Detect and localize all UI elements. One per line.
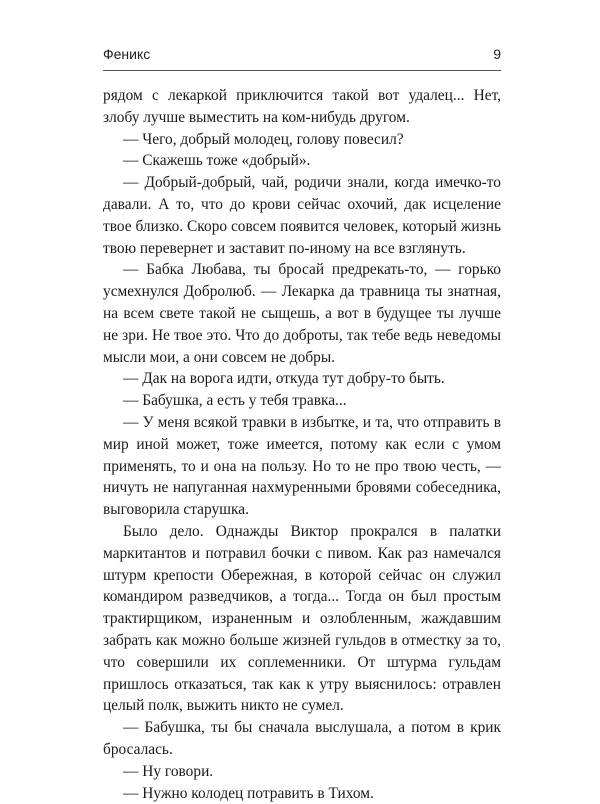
paragraph: — Скажешь тоже «добрый». bbox=[103, 150, 501, 172]
page-body bbox=[103, 85, 501, 804]
paragraph: — Нужно колодец потравить в Тихом. bbox=[103, 783, 501, 804]
paragraph: — Ну говори. bbox=[103, 761, 501, 783]
paragraph: — У меня всякой травки в избытке, и та, что отправить в мир иной может, тоже имеется, потому как если с умом применять, то и она на пользу. Но то не про твою честь, — ничуть не напуганная нахмуренными бровями собеседника, выговорила старушка. bbox=[103, 412, 501, 521]
paragraph: — Бабка Любава, ты бросай предрекать-то, — горько усмехнулся Добролюб. — Лекарка да травница ты знатная, на всем свете такой не сыщешь, а вот в будущее ты лучше не зри. Не твое это. Что до доброты, так тебе ведь неведомы мысли мои, а они совсем не добры. bbox=[103, 259, 501, 368]
running-title: Феникс bbox=[103, 46, 150, 62]
paragraph: — Бабушка, а есть у тебя травка... bbox=[103, 390, 501, 412]
paragraph: — Добрый-добрый, чай, родичи знали, когда имечко-то давали. А то, что до крови сейчас охочий, дак исцеление твое близко. Скоро совсем появится человек, который жизнь твою перевернет и заставит по-иному на все взглянуть. bbox=[103, 172, 501, 259]
paragraph: — Дак на ворога идти, откуда тут добру-то быть. bbox=[103, 368, 501, 390]
paragraph: Было дело. Однажды Виктор прокрался в палатки маркитантов и потравил бочки с пивом. Как раз намечался штурм крепости Обережная, в которой сейчас он служил командиром разведчиков, а тогда... Тогда он был простым трактирщиком, израненным и озлобленным, жаждавшим забрать как можно больше жизней гульдов в отместку за то, что совершили их соплеменники. От штурма гульдам пришлось отказаться, так как к утру выяснилось: отравлен целый полк, выжить никто не сумел. bbox=[103, 521, 501, 717]
page-header bbox=[103, 36, 501, 71]
paragraph: рядом с лекаркой приключится такой вот удалец... Нет, злобу лучше выместить на ком-нибудь другом. bbox=[103, 85, 501, 129]
paragraph: — Чего, добрый молодец, голову повесил? bbox=[103, 129, 501, 151]
page-number: 9 bbox=[493, 46, 501, 62]
paragraph: — Бабушка, ты бы сначала выслушала, а потом в крик бросалась. bbox=[103, 717, 501, 761]
